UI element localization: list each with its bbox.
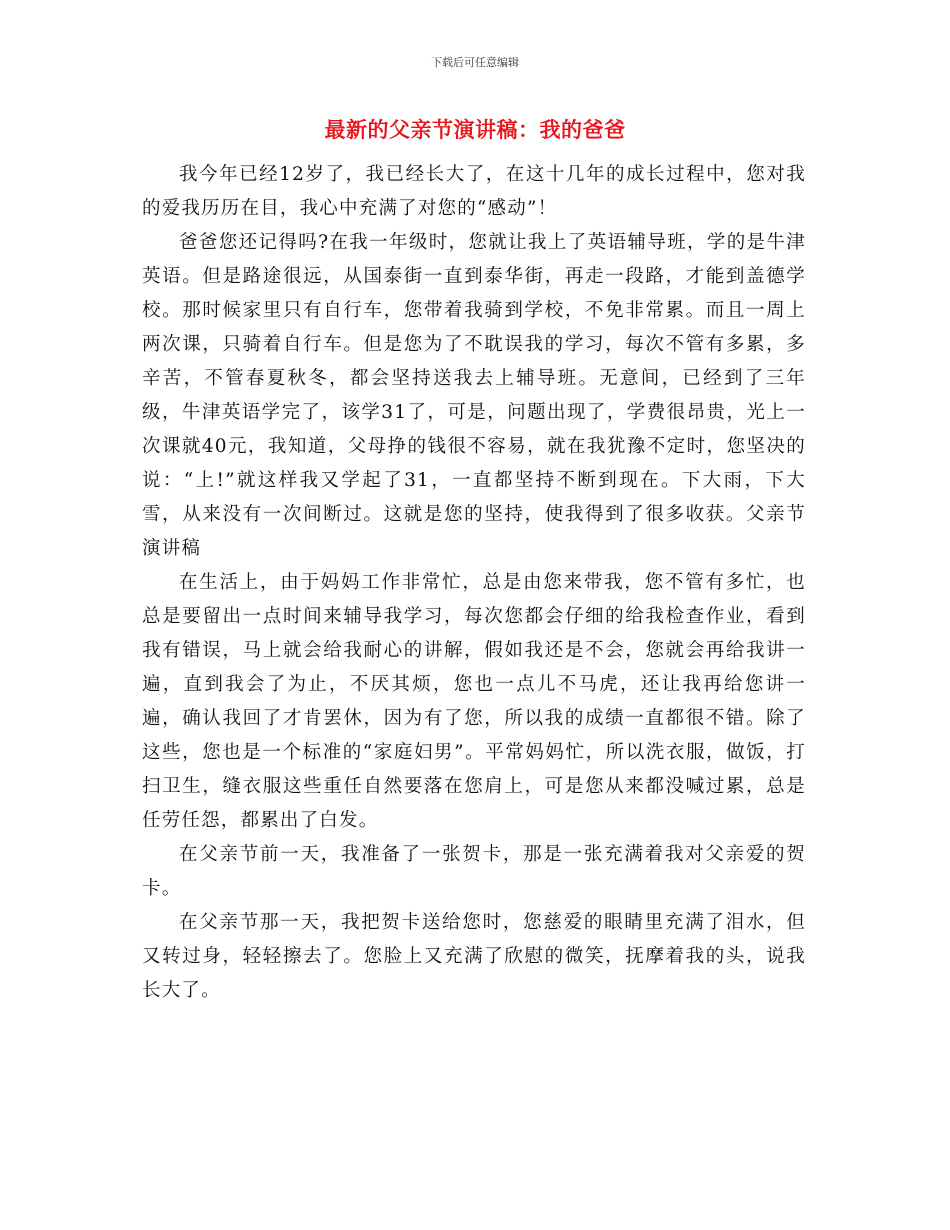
document-body	[142, 158, 806, 1008]
paragraph-4: 在父亲节前一天，我准备了一张贺卡，那是一张充满着我对父亲爱的贺卡。	[142, 844, 806, 899]
page-header-note: 下载后可任意编辑	[431, 56, 519, 69]
paragraph-1: 我今年已经12岁了，我已经长大了，在这十几年的成长过程中，您对我的爱我历历在目，我心中充满了对您的“感动”！	[142, 164, 806, 219]
paragraph-5: 在父亲节那一天，我把贺卡送给您时，您慈爱的眼睛里充满了泪水，但又转过身，轻轻擦去了。您脸上又充满了欣慰的微笑，抚摩着我的头，说我长大了。	[142, 912, 806, 1001]
document-title: 最新的父亲节演讲稿：我的爸爸	[324, 117, 626, 142]
paragraph-3: 在生活上，由于妈妈工作非常忙，总是由您来带我，您不管有多忙，也总是要留出一点时间来辅导我学习，每次您都会仔细的给我检查作业，看到我有错误，马上就会给我耐心的讲解，假如我还是不会，您就会再给我讲一遍，直到我会了为止，不厌其烦，您也一点儿不马虎，还让我再给您讲一遍，确认我回了才肯罢休，因为有了您，所以我的成绩一直都很不错。除了这些，您也是一个标准的“家庭妇男”。平常妈妈忙，所以洗衣服，做饭，打扫卫生，缝衣服这些重任自然要落在您肩上，可是您从来都没喊过累，总是任劳任怨，都累出了白发。	[142, 572, 806, 831]
paragraph-2: 爸爸您还记得吗?在我一年级时，您就让我上了英语辅导班，学的是牛津英语。但是路途很远，从国泰街一直到泰华街，再走一段路，才能到盖德学校。那时候家里只有自行车，您带着我骑到学校，不免非常累。而且一周上两次课，只骑着自行车。但是您为了不耽误我的学习，每次不管有多累，多辛苦，不管春夏秋冬，都会坚持送我去上辅导班。无意间，已经到了三年级，牛津英语学完了，该学31了，可是，问题出现了，学费很昂贵，光上一次课就40元，我知道，父母挣的钱很不容易，就在我犹豫不定时，您坚决的说：“上!”就这样我又学起了31，一直都坚持不断到现在。下大雨，下大雪，从来没有一次间断过。这就是您的坚持，使我得到了很多收获。父亲节演讲稿	[142, 232, 806, 559]
